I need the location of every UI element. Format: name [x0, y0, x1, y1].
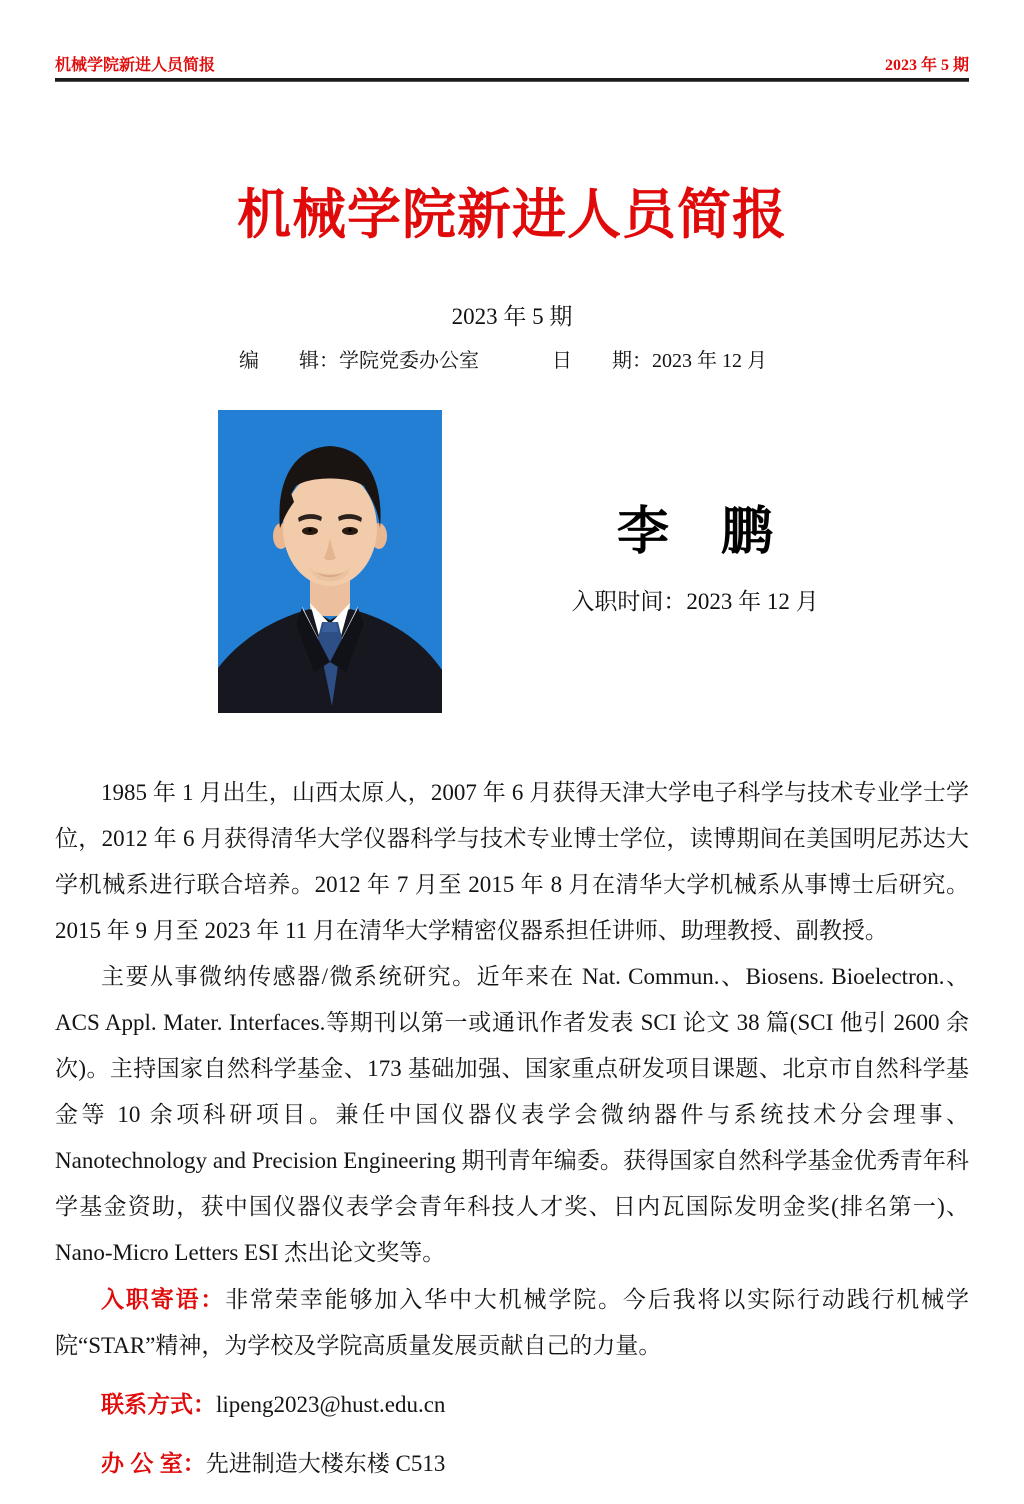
message-text: 非常荣幸能够加入华中大机械学院。今后我将以实际行动践行机械学院“STAR”精神，为学校及学院高质量发展贡献自己的力量。 — [55, 1287, 970, 1358]
join-date-value: 2023 年 12 月 — [686, 589, 819, 614]
issue-number: 2023 年 5 期 — [451, 304, 573, 329]
message-paragraph — [55, 1276, 969, 1369]
office-label: 办 公 室： — [101, 1450, 206, 1476]
person-name: 李 鹏 — [616, 504, 773, 561]
header-divider — [55, 78, 969, 82]
editor-date-row — [0, 349, 1024, 375]
contact-line — [55, 1381, 969, 1428]
running-header-issue: 2023 年 5 期 — [884, 57, 969, 74]
join-date-line — [545, 588, 845, 616]
editor-label: 编 辑： — [239, 350, 339, 372]
running-header-title: 机械学院新进人员简报 — [55, 57, 216, 74]
date-field — [552, 349, 767, 373]
profile-photo-illustration — [218, 410, 442, 713]
date-value: 2023 年 12 月 — [652, 350, 767, 372]
running-header — [55, 52, 969, 76]
join-date-label: 入职时间： — [571, 589, 687, 614]
editor-field — [239, 349, 479, 373]
name-block — [545, 505, 845, 616]
contact-label: 联系方式： — [101, 1391, 216, 1417]
message-label: 入职寄语： — [101, 1286, 226, 1312]
bio-paragraph-1: 1985 年 1 月出生，山西太原人，2007 年 6 月获得天津大学电子科学与技术专业学士学位，2012 年 6 月获得清华大学仪器科学与技术专业博士学位，读博期间在美国明尼苏达大学机械系进行联合培养。2012 年 7 月至 2015 年 8 月在清华大学机械系从事博士后研究。2015 年 9 月至 2023 年 11 月在清华大学精密仪器系担任讲师、助理教授、副教授。 — [55, 780, 969, 943]
office-value: 先进制造大楼东楼 C513 — [205, 1451, 446, 1476]
office-line — [55, 1440, 969, 1487]
date-label: 日 期： — [552, 350, 652, 372]
biography-section — [55, 770, 969, 1487]
profile-photo — [218, 410, 442, 713]
contact-email: lipeng2023@hust.edu.cn — [216, 1392, 446, 1417]
page-title: 机械学院新进人员简报 — [237, 185, 787, 245]
bio-paragraph-2: 主要从事微纳传感器/微系统研究。近年来在 Nat. Commun.、Biosens. Bioelectron.、ACS Appl. Mater. Interfaces.等期刊以第一或通讯作者发表 SCI 论文 38 篇(SCI 他引 2600 余次)。主持国家自然科学基金、173 基础加强、国家重点研发项目课题、北京市自然科学基金等 10 余项科研项目。兼任中国仪器仪表学会微纳器件与系统技术分会理事、Nanotechnology and Precision Engineering 期刊青年编委。获得国家自然科学基金优秀青年科学基金资助，获中国仪器仪表学会青年科技人才奖、日内瓦国际发明金奖(排名第一)、Nano-Micro Letters ESI 杰出论文奖等。 — [55, 964, 970, 1265]
editor-value: 学院党委办公室 — [339, 350, 479, 372]
